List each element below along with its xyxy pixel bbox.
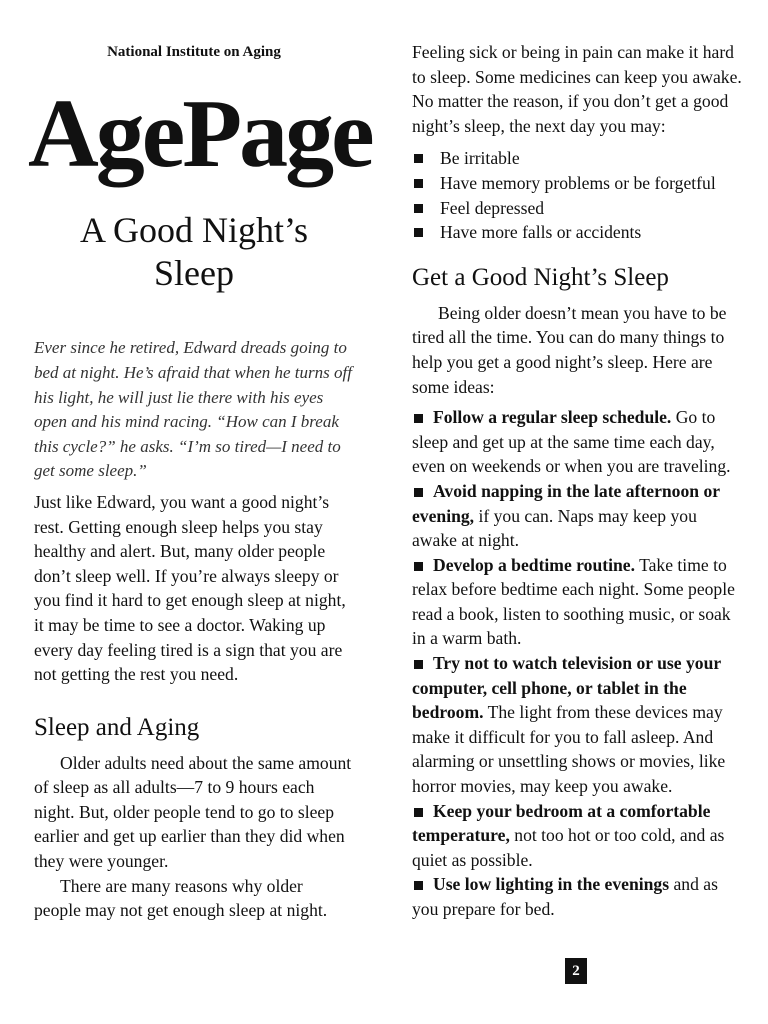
agepage-logo: AgePage — [28, 80, 372, 188]
tips-list — [412, 405, 742, 921]
body-paragraph: Older adults need about the same amount of sleep as all adults—7 to 9 hours each night. But, older people tend to go to sleep earlier and get up earlier than they did when they were younger. — [34, 752, 352, 872]
square-bullet-icon — [414, 562, 423, 571]
tip-item: Keep your bedroom at a comfortable temperature, not too hot or too cold, and as quiet as possible. — [412, 800, 725, 870]
tip-item: Follow a regular sleep schedule. Go to sleep and get up at the same time each day, even on weekends or when you are traveling. — [412, 407, 731, 477]
body-paragraph: Just like Edward, you want a good night’s rest. Getting enough sleep helps you stay healthy and alert. But, many older people don’t sleep well. If you’re always sleepy or you find it hard to get enough sleep at night, it may be time to see a doctor. Waking up every day feeling tired is a sign that you are not getting the rest you need. — [34, 491, 346, 685]
square-bullet-icon — [414, 488, 423, 497]
list-item: Feel depressed — [412, 196, 742, 221]
tip-item: Use low lighting in the evenings and as you prepare for bed. — [412, 874, 718, 919]
tip-item: Try not to watch television or use your computer, cell phone, or tablet in the bedroom. The light from these devices may make it difficult for you to fall asleep. And alarming or unsettling shows or movies, like horror movies, may keep you awake. — [412, 653, 726, 797]
publisher-name: National Institute on Aging — [107, 44, 281, 60]
section-heading-get-good-sleep: Get a Good Night’s Sleep — [412, 263, 669, 291]
square-bullet-icon — [414, 228, 423, 237]
page-number: 2 — [565, 958, 587, 984]
list-item: Have memory problems or be forgetful — [412, 171, 742, 196]
tip-item: Avoid napping in the late afternoon or evening, if you can. Naps may keep you awake at night. — [412, 480, 720, 551]
body-paragraph: Being older doesn’t mean you have to be tired all the time. You can do many things to help you get a good night’s sleep. Here are some ideas: — [412, 302, 727, 397]
title-line-2: Sleep — [154, 253, 234, 294]
tip-item: Develop a bedtime routine. Take time to relax before bedtime each night. Some people read a book, listen to soothing music, or soak in a warm bath. — [412, 554, 735, 649]
intro-story: Ever since he retired, Edward dreads going to bed at night. He’s afraid that when he turns off his light, he will just lie there with his eyes open and his mind racing. “How can I break this cycle?” he asks. “I’m so tired—I need to get some sleep.” — [34, 338, 352, 481]
section-heading-sleep-and-aging: Sleep and Aging — [34, 713, 200, 741]
body-paragraph: There are many reasons why older people may not get enough sleep at night. — [34, 875, 328, 921]
left-column — [28, 40, 372, 923]
title-line-1: A Good Night’s — [79, 210, 309, 250]
square-bullet-icon — [414, 204, 423, 213]
square-bullet-icon — [414, 154, 423, 163]
list-item: Have more falls or accidents — [412, 220, 742, 245]
body-paragraph: Feeling sick or being in pain can make it hard to sleep. Some medicines can keep you awake. No matter the reason, if you don’t get a good night’s sleep, the next day you may: — [412, 42, 742, 136]
list-item: Be irritable — [412, 146, 742, 171]
square-bullet-icon — [414, 179, 423, 188]
square-bullet-icon — [414, 808, 423, 817]
square-bullet-icon — [414, 881, 423, 890]
square-bullet-icon — [414, 414, 423, 423]
right-column — [412, 40, 742, 922]
square-bullet-icon — [414, 660, 423, 669]
page-title — [34, 209, 354, 295]
effects-list — [412, 146, 742, 244]
